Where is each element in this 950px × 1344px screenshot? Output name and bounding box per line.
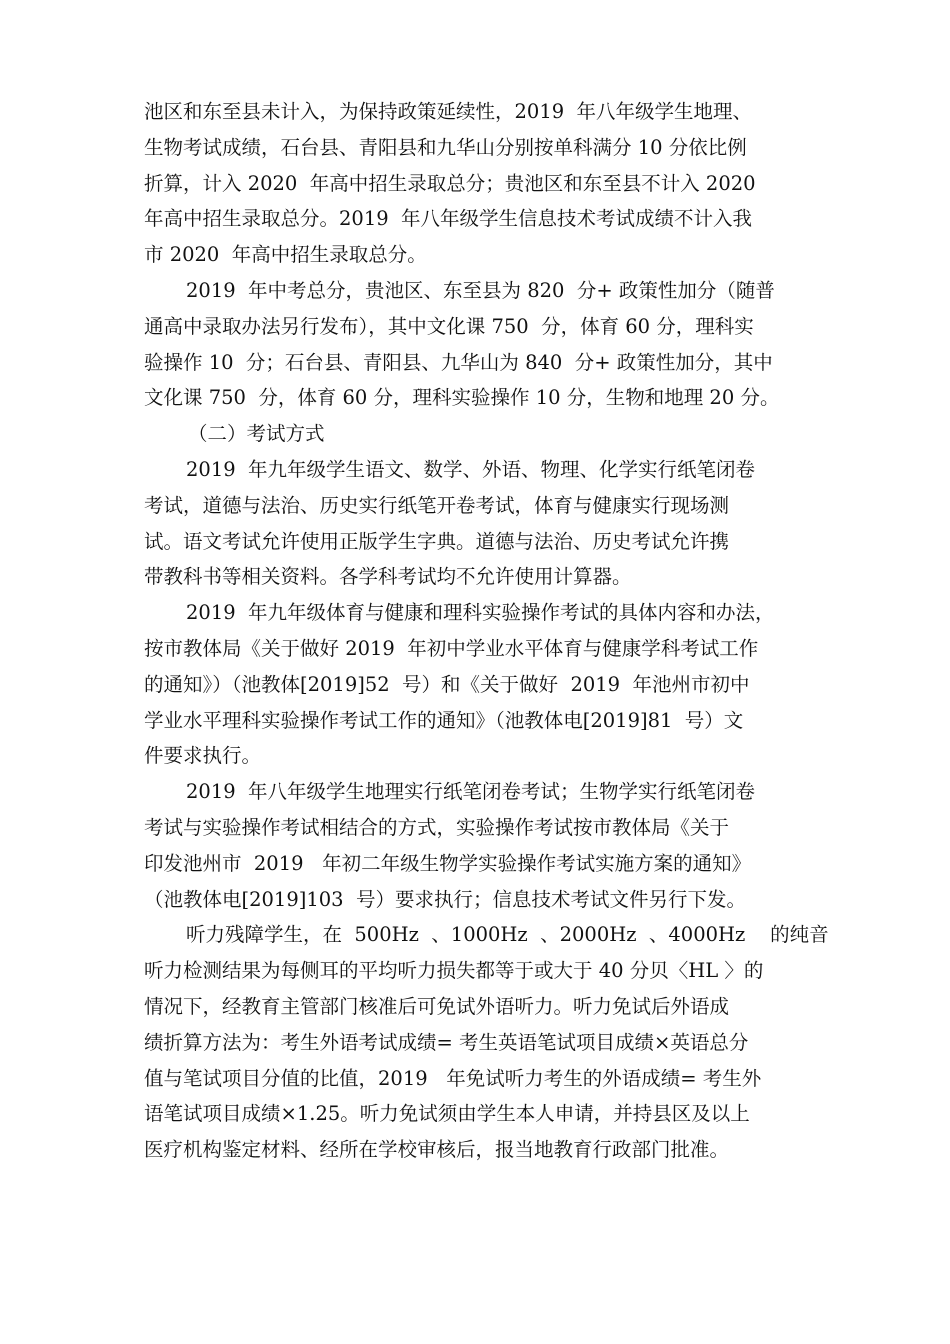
text-line: 2019 年八年级学生地理实行纸笔闭卷考试；生物学实行纸笔闭卷 <box>186 780 756 804</box>
text-line: （池教体电[2019]103 号）要求执行；信息技术考试文件另行下发。 <box>144 887 746 911</box>
text-line: 池区和东至县未计入，为保持政策延续性，2019 年八年级学生地理、 <box>144 100 753 123</box>
text-line: 印发池州市 2019 年初二年级生物学实验操作考试实施方案的通知》 <box>144 851 752 875</box>
text-line: 考试，道德与法治、历史实行纸笔开卷考试，体育与健康实行现场测 <box>144 493 730 517</box>
text-line: 绩折算方法为：考生外语考试成绩= 考生英语笔试项目成绩×英语总分 <box>144 1030 749 1054</box>
text-line: 语笔试项目成绩×1.25。听力免试须由学生本人申请，并持县区及以上 <box>144 1102 750 1126</box>
text-line: 件要求执行。 <box>144 744 262 768</box>
text-line: 通高中录取办法另行发布），其中文化课 750 分，体育 60 分，理科实 <box>144 314 754 338</box>
paragraph-exam-format <box>144 452 814 595</box>
paragraph-continuation <box>144 94 814 273</box>
document-body <box>144 94 829 1168</box>
text-line: 的通知》）（池教体[2019]52 号）和《关于做好 2019 年池州市初中 <box>144 672 750 696</box>
text-line: 2019 年九年级学生语文、数学、外语、物理、化学实行纸笔闭卷 <box>186 457 756 481</box>
text-line: 带教科书等相关资料。各学科考试均不允许使用计算器。 <box>144 565 632 589</box>
paragraph-total-score <box>144 273 814 416</box>
section-heading <box>144 416 814 452</box>
section-heading-text: （二）考试方式 <box>188 422 325 446</box>
text-line: 听力残障学生，在 500Hz 、1000Hz 、2000Hz 、4000Hz 的纯音 <box>186 923 829 947</box>
text-line: 文化课 750 分，体育 60 分，理科实验操作 10 分，生物和地理 20 分。 <box>144 386 780 410</box>
paragraph-pe-lab <box>144 595 814 774</box>
text-line: 学业水平理科实验操作考试工作的通知》（池教体电[2019]81 号）文 <box>144 708 744 732</box>
text-line: 听力检测结果为每侧耳的平均听力损失都等于或大于 40 分贝〈HL 〉的 <box>144 959 764 983</box>
text-line: 市 2020 年高中招生录取总分。 <box>144 243 427 267</box>
text-line: 年高中招生录取总分。2019 年八年级学生信息技术考试成绩不计入我 <box>144 207 753 231</box>
text-line: 医疗机构鉴定材料、经所在学校审核后，报当地教育行政部门批准。 <box>144 1138 730 1162</box>
text-line: 值与笔试项目分值的比值，2019 年免试听力考生的外语成绩= 考生外 <box>144 1066 762 1090</box>
text-line: 情况下，经教育主管部门核准后可免试外语听力。听力免试后外语成 <box>144 994 730 1018</box>
paragraph-hearing <box>144 917 829 1168</box>
text-line: 折算，计入 2020 年高中招生录取总分；贵池区和东至县不计入 2020 <box>144 171 756 195</box>
text-line: 2019 年九年级体育与健康和理科实验操作考试的具体内容和办法， <box>186 601 775 625</box>
paragraph-grade8 <box>144 774 814 917</box>
text-line: 考试与实验操作考试相结合的方式，实验操作考试按市教体局《关于 <box>144 815 730 839</box>
text-line: 验操作 10 分；石台县、青阳县、九华山为 840 分+ 政策性加分，其中 <box>144 350 773 374</box>
text-line: 试。语文考试允许使用正版学生字典。道德与法治、历史考试允许携 <box>144 529 730 553</box>
text-line: 按市教体局《关于做好 2019 年初中学业水平体育与健康学科考试工作 <box>144 636 759 660</box>
text-line: 2019 年中考总分，贵池区、东至县为 820 分+ 政策性加分（随普 <box>186 278 775 302</box>
text-line: 生物考试成绩，石台县、青阳县和九华山分别按单科满分 10 分依比例 <box>144 135 747 159</box>
